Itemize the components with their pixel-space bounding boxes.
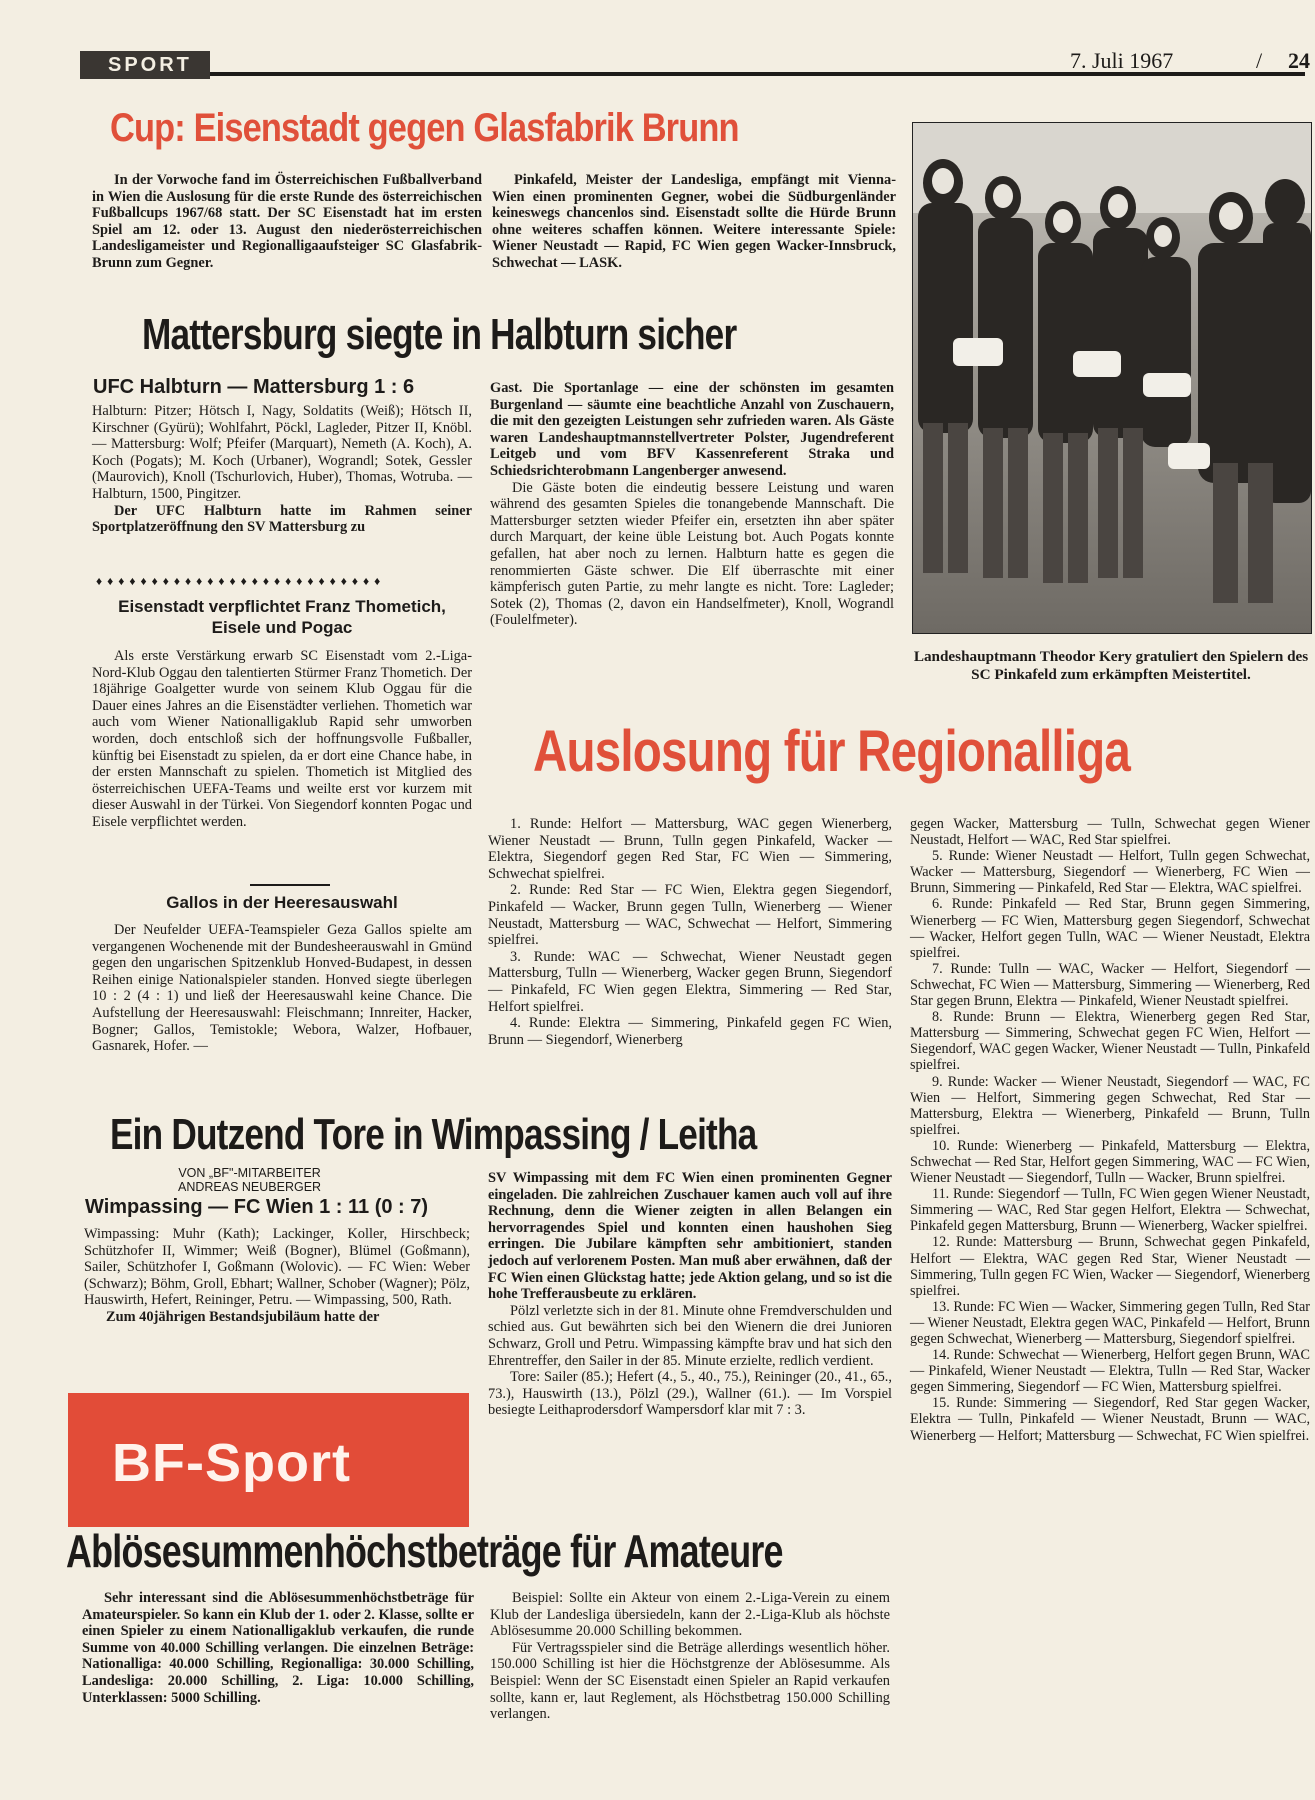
mattersburg-score: UFC Halbturn — Mattersburg 1 : 6: [93, 376, 415, 398]
regional-col2: gegen Wacker, Mattersburg — Tulln, Schwechat gegen Wiener Neustadt, Helfort — WAC, Red Star spielfrei. 5. Runde: Wiener Neustadt — Helfort, Tulln gegen Schwechat, Wacker — Mattersburg, Siegendorf — Wienerberg, FC Wien — Brunn, Simmering — Pinkafeld, Red Star — Elektra, WAC spielfrei. 6. Runde: Pinkafeld — Red Star, Brunn gegen Simmering, Wienerberg — FC Wien, Mattersburg gegen Siegendorf, Schwechat — Wacker, Helfort gegen Tulln, WAC — Wiener Neustadt, Elektra spielfrei. 7. Runde: Tulln — WAC, Wacker — Helfort, Siegendorf — Schwechat, FC Wien — Mattersburg, Simmering — Wienerberg, Red Star gegen Brunn, Elektra — Pinkafeld, Wiener Neustadt spielfrei. 8. Runde: Brunn — Elektra, Wienerberg gegen Red Star, Mattersburg — Simmering, Schwechat gegen FC Wien, Helfort — Siegendorf, WAC gegen Wacker, Wiener Neustadt — Tulln, Pinkafeld spielfrei. 9. Runde: Wacker — Wiener Neustadt, Siegendorf — WAC, FC Wien — Helfort, Simmering gegen Schwechat, Red Star — Mattersburg, Elektra — Wienerberg, Pinkafeld — Brunn, Tulln spielfrei. 10. Runde: Wienerberg — Pinkafeld, Mattersburg — Elektra, Schwechat — Red Star, Helfort gegen Simmering, WAC — FC Wien, Wiener Neustadt — Siegendorf, Tulln — Wacker, Brunn spielfrei. 11. Runde: Siegendorf — Tulln, FC Wien gegen Wiener Neustadt, Simmering — WAC, Red Star gegen Helfort, Elektra — Schwechat, Pinkafeld gegen Mattersburg, Brunn — Wienerberg, Wacker spielfrei. 12. Runde: Mattersburg — Brunn, Schwechat gegen Pinkafeld, Helfort — Elektra, WAC gegen Red Star, Wiener Neustadt — Simmering, Tulln gegen FC Wien, Wacker — Siegendorf, Wienerberg spielfrei. 13. Runde: FC Wien — Wacker, Simmering gegen Tulln, Red Star — Wiener Neustadt, Elektra gegen WAC, Pinkafeld — Helfort, Brunn gegen Schwechat, Wienerberg — Mattersburg, Siegendorf spielfrei. 14. Runde: Schwechat — Wienerberg, Helfort gegen Brunn, WAC — Pinkafeld, Wiener Neustadt — Elektra, Tulln — Red Star, Wacker gegen Simmering, Siegendorf — FC Wien, Mattersburg spielfrei. 15. Runde: Simmering — Siegendorf, Red Star gegen Wacker, Elektra — Tulln, Pinkafeld — Wiener Neustadt, Brunn — WAC, Wienerberg — Helfort; Mattersburg — Schwechat, FC Wien spielfrei.: [910, 816, 1310, 1444]
photo-caption: Landeshauptmann Theodor Kery gratuliert den Spielern des SC Pinkafeld zum erkämpften Meistertitel.: [913, 648, 1309, 683]
wimpassing-headline: Ein Dutzend Tore in Wimpassing / Leitha: [110, 1110, 757, 1159]
section-label: SPORT: [80, 51, 210, 79]
mattersburg-lineup: Halbturn: Pitzer; Hötsch I, Nagy, Soldatits (Weiß); Hötsch II, Kirschner (Gyürü); Wohlfahrt, Pöckl, Lagleder, Pitzer II, Knöbl. — Mattersburg: Wolf; Pfeifer (Marquart), Nemeth (A. Koch), A. Koch (Pogats); M. Koch (Urbaner), Wograndl; Sotek, Gessler (Maurovich), Knoll (Tschurlovich, Huber), Thomas, Wotruba. — Halbturn, 1500, Pingitzer. Der UFC Halbturn hatte im Rahmen seiner Sportplatzeröffnung den SV Mattersburg zu: [92, 403, 472, 536]
wimpassing-article-cont: SV Wimpassing mit dem FC Wien einen prominenten Gegner eingeladen. Die zahlreichen Zuschauer kamen auch voll auf ihre Rechnung, denn die Wiener zeigten in allen Belangen ein hervorragendes Spiel und konnten einen haushohen Sieg erringen. Die Jubilare kämpften sehr ambitioniert, standen jedoch auf verlorenem Posten. Man muß aber erwähnen, daß der FC Wien einen Glückstag hatte; jede Aktion gelang, und so ist die hohe Trefferausbeute zu erklären. Pölzl verletzte sich in der 81. Minute ohne Fremdverschulden und schied aus. Gut bewährten sich bei den Wienern die drei Junioren Schwarz, Groll und Petru. Wimpassing kämpfte brav und hat sich den Ehrentreffer, den Sailer in der 85. Minute erzielte, redlich verdient. Tore: Sailer (85.); Hefert (4., 5., 40., 75.), Reininger (20., 41., 65., 73.), Hauswirth (13.), Pölzl (29.), Wallner (61.). — Im Vorspiel besiegte Leithaprodersdorf Wampersdorf klar mit 7 : 3.: [488, 1170, 892, 1419]
bf-sport-logo: BF-Sport: [112, 1433, 351, 1493]
divider-ornament: ♦♦♦♦♦♦♦♦♦♦♦♦♦♦♦♦♦♦♦♦♦♦♦♦♦♦: [96, 574, 386, 588]
gallos-article: Der Neufelder UEFA-Teamspieler Geza Gallos spielte am vergangenen Wochenende mit der Bundesheerauswahl in Gmünd gegen den ungarischen Spitzenklub Honved-Budapest, in dessen Reihen einige Nationalspieler standen. Honved siegte überlegen 10 : 2 (4 : 1) und ließ der Heeresauswahl keine Chance. Die Aufstellung der Heeresauswahl: Fleischmann; Innreiter, Hacker, Bogner; Gallos, Temistokle; Webora, Walzer, Hofbauer, Gasnarek, Hofer. —: [92, 922, 472, 1055]
abloese-headline: Ablösesummenhöchstbeträge für Amateure: [66, 1525, 783, 1577]
team-photo-image: [913, 123, 1311, 633]
regional-col1: 1. Runde: Helfort — Mattersburg, WAC gegen Wienerberg, Wiener Neustadt — Brunn, Tulln gegen Pinkafeld, Wacker — Elektra, Siegendorf gegen Red Star, FC Wien — Simmering, Schwechat spielfrei. 2. Runde: Red Star — FC Wien, Elektra gegen Siegendorf, Pinkafeld — Wacker, Brunn gegen Tulln, Wienerberg — Wiener Neustadt, Mattersburg — WAC, Schwechat — Helfort, Simmering spielfrei. 3. Runde: WAC — Schwechat, Wiener Neustadt gegen Mattersburg, Tulln — Wienerberg, Wacker gegen Brunn, Siegendorf — Pinkafeld, FC Wien gegen Elektra, Simmering — Red Star, Helfort spielfrei. 4. Runde: Elektra — Simmering, Pinkafeld gegen FC Wien, Brunn — Siegendorf, Wienerberg: [488, 816, 892, 1048]
wimpassing-lineup: Wimpassing: Muhr (Kath); Lackinger, Koller, Hirschbeck; Schützhofer II, Wimmer; Weiß (Bogner), Blümel (Goßmann), Sailer, Schützhofer I, Goßmann (Wolovic). — FC Wien: Weber (Schwarz); Böhm, Groll, Ebhart; Wallner, Schober (Wagner); Pölz, Hauswirth, Hefert, Reininger, Petru. — Wimpassing, 500, Rath. Zum 40jährigen Bestandsjubiläum hatte der: [84, 1226, 470, 1325]
cup-headline: Cup: Eisenstadt gegen Glasfabrik Brunn: [110, 106, 739, 150]
mattersburg-headline: Mattersburg siegte in Halbturn sicher: [142, 310, 737, 359]
short-rule: [250, 884, 330, 886]
cup-article-col2: Pinkafeld, Meister der Landesliga, empfängt mit Vienna-Wien einen prominenten Gegner, wobei die Südburgenländer keineswegs chancenlos sind. Eisenstadt sollte die Hürde Brunn ohne weiteres schaffen können. Weitere interessante Spiele: Wiener Neustadt — Rapid, FC Wien gegen Wacker-Innsbruck, Schwechat — LASK.: [492, 172, 896, 271]
abloese-col2: Beispiel: Sollte ein Akteur von einem 2.-Liga-Verein zu einem Klub der Landesliga übersiedeln, kann der 2.-Liga-Klub als höchste Ablösesumme 20.000 Schilling bekommen. Für Vertragsspieler sind die Beträge allerdings wesentlich höher. 150.000 Schilling ist hier die Höchstgrenze der Ablösesumme. Als Beispiel: Wenn der SC Eisenstadt einen Spieler an Rapid verkaufen sollte, kann er, laut Reglement, als Höchstbetrag 150.000 Schilling verlangen.: [490, 1590, 890, 1723]
header-separator: /: [1256, 48, 1263, 73]
regional-headline: Auslosung für Regionalliga: [533, 719, 1130, 784]
thometich-article: Als erste Verstärkung erwarb SC Eisenstadt vom 2.-Liga-Nord-Klub Oggau den talentierten Stürmer Franz Thometich. Der 18jährige Goalgetter wurde von seinem Klub Oggau für die Dauer eines Jahres an die Eisenstädter verliehen. Thometich war auch vom Wiener Nationalligaklub Rapid sehr umworben worden, doch entschloß sich der hoffnungsvolle Fußballer, künftig bei Eisenstadt zu spielen, da er dort eine Chance habe, in der ersten Mannschaft zu spielen. Thometich ist Mitglied des österreichischen UEFA-Teams und weilte erst vor kurzem mit dieser Auswahl in der Türkei. Von Siegendorf konnten Pogac und Eisele verpflichtet werden.: [92, 648, 472, 830]
mattersburg-article-cont: Gast. Die Sportanlage — eine der schönsten im gesamten Burgenland — säumte eine beachtliche Anzahl von Zuschauern, die mit den gezeigten Leistungen sehr zufrieden waren. Als Gäste waren Landeshauptmannstellvertreter Polster, Jugendreferent Leitgeb und vom BFV Kassenreferent Straka und Schiedsrichterobmann Langenberger anwesend. Die Gäste boten die eindeutig bessere Leistung und waren während des gesamten Spieles die tonangebende Mannschaft. Die Mattersburger setzten wieder Pfeifer ein, ersetzten ihn aber später durch Marquart, der keine üble Leistung bot. Auch Pogats konnte gefallen, hat aber noch zu lernen. Halbturn hatte es gegen die renommierten Gäste schwer. Die Elf überraschte mit einer kämpferisch guten Partie, zu mehr langte es nicht. Tore: Lagleder; Sotek (2), Thomas (2, davon ein Handselfmeter), Knoll, Wograndl (Foulelfmeter).: [490, 380, 894, 629]
thometich-headline: Eisenstadt verpflichtet Franz Thometich, Eisele und Pogac: [118, 597, 446, 637]
team-photo: [912, 122, 1312, 634]
page-number: 24: [1288, 48, 1310, 73]
issue-date: 7. Juli 1967: [1070, 48, 1174, 73]
cup-article-col1: In der Vorwoche fand im Österreichischen Fußballverband in Wien die Auslosung für die erste Runde des österreichischen Fußballcups 1967/68 statt. Der SC Eisenstadt hat im ersten Spiel am 12. oder 13. August den niederösterreichischen Landesligameister und Regionalligaaufsteiger SC Glasfabrik-Brunn zum Gegner.: [92, 172, 482, 271]
abloese-col1: Sehr interessant sind die Ablösesummenhöchstbeträge für Amateurspieler. So kann ein Klub der 1. oder 2. Klasse, sollte er einen Spieler zu einem Nationalligaklub verkaufen, die runde Summe von 40.000 Schilling verlangen. Die einzelnen Beträge: Nationalliga: 40.000 Schilling, Regionalliga: 30.000 Schilling, Landesliga: 20.000 Schilling, 2. Liga: 10.000 Schilling, Unterklassen: 5000 Schilling.: [82, 1590, 474, 1706]
wimpassing-score: Wimpassing — FC Wien 1 : 11 (0 : 7): [85, 1196, 429, 1218]
byline: VON „BF"-MITARBEITER ANDREAS NEUBERGER: [178, 1166, 322, 1194]
gallos-headline: Gallos in der Heeresauswahl: [166, 893, 398, 912]
